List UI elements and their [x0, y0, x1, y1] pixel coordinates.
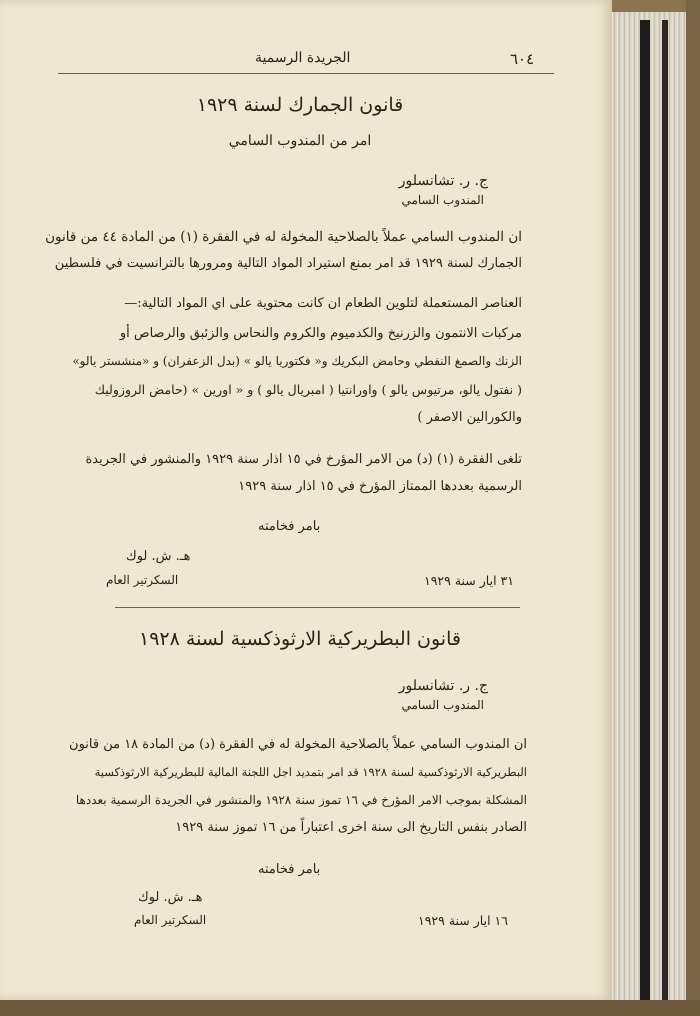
section1-para3-line3: ( نفتول يالو، مرتيوس يالو ) واورانتيا ( امبريال يالو ) و « اورين » (حامض الروزوليك [94, 382, 522, 397]
section1-para3-line2: الزنك والصمغ النفطي وحامض البكريك و« فكتوريا يالو » (بدل الزعفران) و «منشستر يالو» [72, 354, 522, 368]
page-edge-shadow [640, 20, 650, 1000]
section1-para1-line1: ان المندوب السامي عملاً بالصلاحية المخولة له في الفقرة (١) من المادة ٤٤ من قانون [45, 229, 522, 245]
section1-signatory-title: المندوب السامي [401, 193, 484, 207]
section1-secretary-title: السكرتير العام [106, 573, 179, 587]
section1-secretary-name: هـ. ش. لوك [126, 549, 191, 564]
section1-para1-line2: الجمارك لسنة ١٩٢٩ قد امر بمنع استيراد المواد التالية ومرورها بالترانسيت في فلسطين [54, 256, 522, 271]
section1-para3-line4: والكورالين الاصفر ) [417, 410, 522, 425]
section2-title: قانون البطريركية الارثوذكسية لسنة ١٩٢٨ [139, 628, 461, 650]
section2-secretary-title: السكرتير العام [134, 913, 207, 927]
section1-para4-line1: تلغى الفقرة (١) (د) من الامر المؤرخ في ١٥ اذار سنة ١٩٢٩ والمنشور في الجريدة [85, 452, 522, 467]
header-rule [58, 73, 554, 74]
page-number: ٦٠٤ [510, 50, 535, 68]
section2-date: ١٦ ايار سنة ١٩٢٩ [418, 913, 508, 928]
section2-by-order: بامر فخامته [258, 862, 321, 877]
section1-date: ٣١ ايار سنة ١٩٢٩ [424, 573, 514, 588]
section-divider [115, 607, 520, 608]
section1-subtitle: امر من المندوب السامي [228, 133, 372, 149]
book-cover-bottom [0, 1000, 700, 1016]
section2-para1-line3: المشكلة بموجب الامر المؤرخ في ١٦ تموز سنة ١٩٢٨ والمنشور في الجريدة الرسمية بعددها [75, 793, 527, 807]
section1-title: قانون الجمارك لسنة ١٩٢٩ [196, 94, 404, 116]
section2-para1-line2: البطريركية الارثوذكسية لسنة ١٩٢٨ قد امر بتمديد اجل اللجنة المالية للبطريركية الارثوذكسية [94, 765, 527, 779]
section1-para2: العناصر المستعملة لتلوين الطعام ان كانت محتوية على اي المواد التالية:— [124, 296, 522, 311]
running-header-title: الجريدة الرسمية [255, 50, 351, 66]
section2-signatory-title: المندوب السامي [401, 698, 484, 712]
section1-by-order: بامر فخامته [258, 519, 321, 534]
section2-para1-line1: ان المندوب السامي عملاً بالصلاحية المخولة له في الفقرة (د) من المادة ١٨ من قانون [69, 737, 527, 752]
section1-signatory-name: ج. ر. تشانسلور [398, 173, 488, 189]
section1-para4-line2: الرسمية بعددها الممتاز المؤرخ في ١٥ اذار سنة ١٩٢٩ [238, 479, 522, 494]
section2-para1-line4: الصادر بنفس التاريخ الى سنة اخرى اعتباراً من ١٦ تموز سنة ١٩٢٩ [175, 820, 527, 835]
section2-signatory-name: ج. ر. تشانسلور [398, 678, 488, 694]
book-cover-right [686, 0, 700, 1016]
section1-para3-line1: مركبات الانتمون والزرنيخ والكدميوم والكروم والنحاس والزئبق والرصاص أو [119, 326, 522, 341]
page-edge-shadow-2 [662, 20, 668, 1000]
section2-secretary-name: هـ. ش. لوك [138, 890, 203, 905]
